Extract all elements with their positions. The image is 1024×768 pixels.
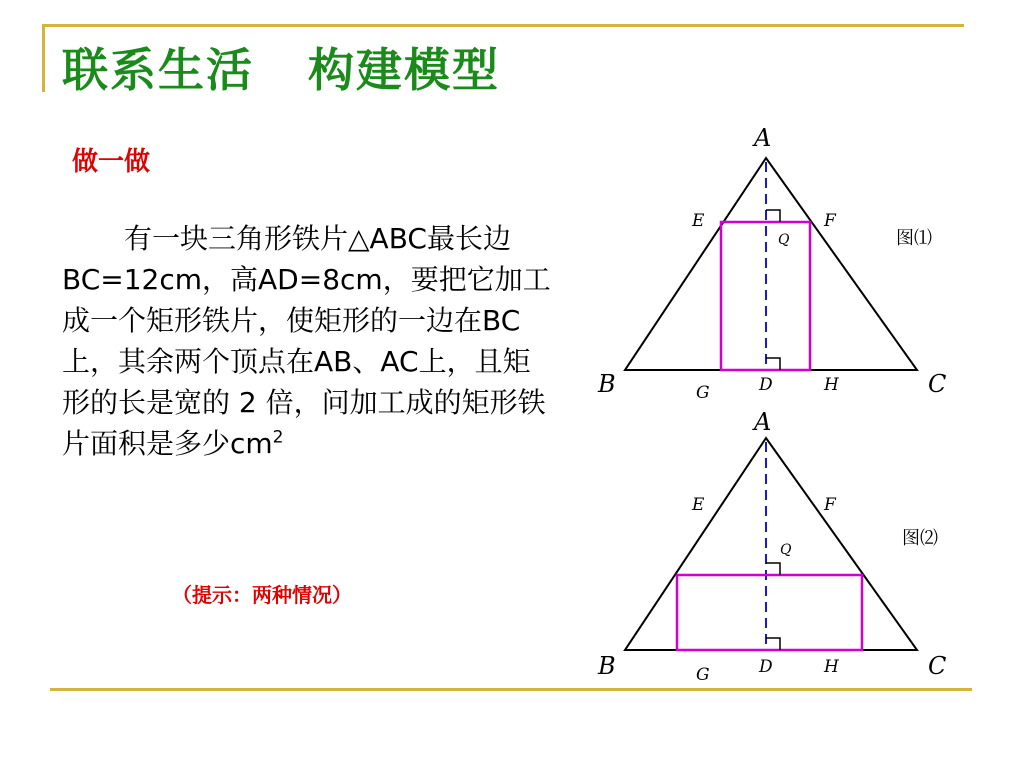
- figure-2-caption: 图⑵: [902, 528, 938, 549]
- figure-1-label-h: H: [824, 375, 839, 395]
- slide-title: 联系生活 构建模型: [62, 43, 501, 97]
- figure-2-label-h: H: [824, 657, 839, 677]
- figure-1-label-e: E: [692, 211, 705, 231]
- problem-unit-superscript: 2: [272, 427, 284, 448]
- figure-1-triangle: [625, 158, 917, 370]
- figure-2: [597, 408, 946, 685]
- figure-2-label-e: E: [692, 495, 705, 515]
- figure-1-label-g: G: [696, 383, 710, 403]
- figure-2-label-f: F: [824, 495, 836, 515]
- figure-1-label-c: C: [928, 370, 947, 398]
- section-heading: 做一做: [72, 147, 151, 177]
- problem-text: 有一块三角形铁片△ABC最长边BC=12cm，高AD=8cm，要把它加工成一个矩形铁片，使矩形的一边在BC上，其余两个顶点在AB、AC上，且矩形的长是宽的 2 倍，问加工成的矩形铁片面积是多少cm: [62, 222, 551, 460]
- figure-2-label-a: A: [754, 408, 772, 436]
- figure-1-right-angle-q: [766, 210, 780, 222]
- figure-1-label-f: F: [824, 211, 836, 231]
- figure-2-label-b: B: [598, 652, 616, 680]
- figure-2-right-angle-d: [766, 638, 780, 650]
- figure-1-label-q: Q: [778, 232, 790, 248]
- figure-1-caption: 图⑴: [896, 228, 932, 249]
- figure-2-right-angle-q: [766, 563, 780, 575]
- figure-2-label-g: G: [696, 665, 710, 685]
- figure-1-label-a: A: [754, 124, 772, 152]
- figure-1: [597, 124, 946, 403]
- figure-2-label-q: Q: [780, 542, 792, 558]
- figure-1-label-d: D: [759, 375, 773, 395]
- figure-1-right-angle-d: [766, 358, 780, 370]
- figure-1-label-b: B: [598, 370, 616, 398]
- figure-2-label-d: D: [759, 657, 773, 677]
- hint-text: （提示：两种情况）: [172, 583, 352, 607]
- figure-2-label-c: C: [928, 652, 947, 680]
- figure-2-triangle: [625, 438, 917, 650]
- bottom-rule: [50, 688, 972, 691]
